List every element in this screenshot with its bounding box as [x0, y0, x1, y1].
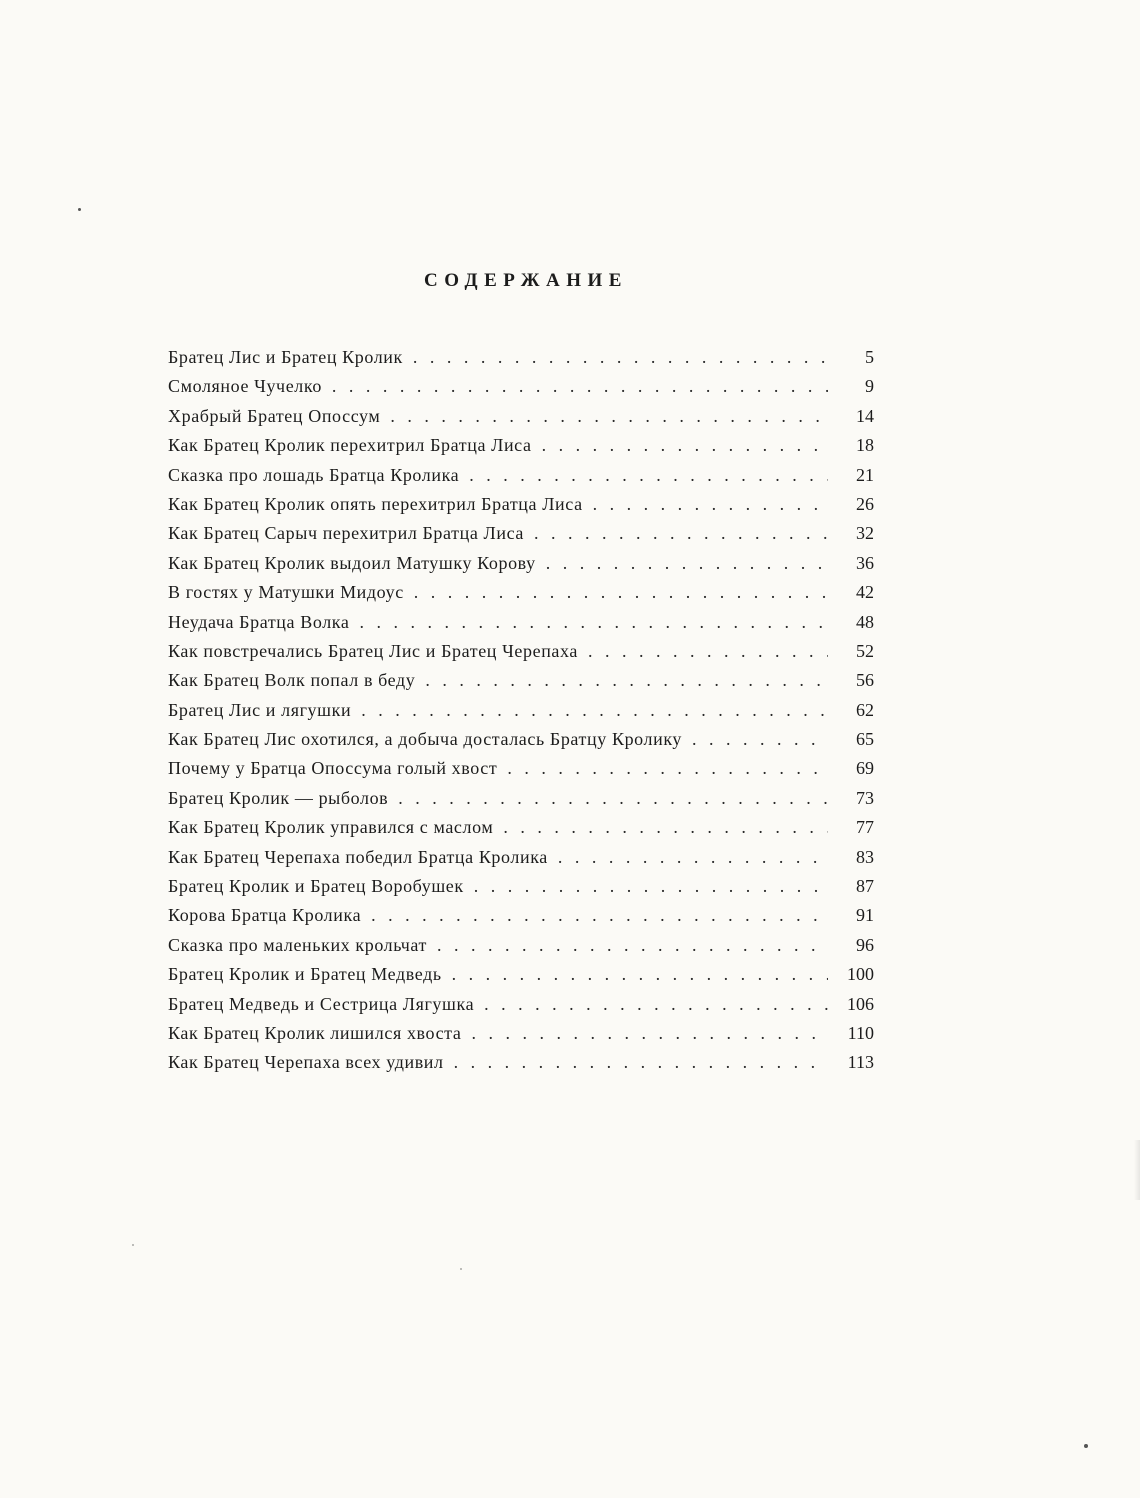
entry-page-number: 87 [856, 876, 874, 897]
entry-page-number: 73 [856, 787, 874, 808]
entry-title: Братец Лис и лягушки [168, 699, 352, 720]
toc-entry [168, 406, 874, 435]
dot-leader [398, 788, 828, 809]
toc-entry [168, 1023, 874, 1052]
toc-entry [168, 523, 874, 552]
entry-page-number: 106 [847, 993, 874, 1014]
dot-leader [546, 553, 828, 574]
toc-entry [168, 876, 874, 905]
entry-title: Братец Кролик и Братец Воробушек [168, 876, 464, 897]
entry-title: Как Братец Кролик перехитрил Братца Лиса [168, 435, 532, 456]
entry-page-number: 18 [856, 435, 874, 456]
entry-page-number: 42 [856, 582, 874, 603]
toc-entry [168, 905, 874, 934]
toc-entry [168, 376, 874, 405]
toc-entry [168, 700, 874, 729]
entry-title: Братец Лис и Братец Кролик [168, 347, 403, 367]
entry-page-number: 100 [847, 964, 874, 985]
toc-entry [168, 435, 874, 464]
dot-leader [542, 435, 828, 456]
dot-leader [558, 847, 828, 868]
toc-entry [168, 1052, 874, 1081]
entry-title: Сказка про лошадь Братца Кролика [168, 464, 460, 485]
entry-page-number: 77 [856, 817, 874, 838]
entry-page-number: 36 [856, 552, 874, 573]
dot-leader [692, 729, 828, 750]
entry-title: Смоляное Чучелко [168, 376, 322, 397]
entry-title: Как Братец Лис охотился, а добыча досталась Братцу Кролику [168, 729, 683, 750]
entry-title: Братец Кролик — рыболов [168, 787, 389, 808]
entry-page-number: 56 [856, 670, 874, 691]
entry-page-number: 14 [856, 405, 874, 426]
entry-title: Корова Братца Кролика [168, 905, 362, 926]
dot-leader [390, 406, 828, 427]
table-of-contents [168, 347, 874, 1082]
toc-entry [168, 788, 874, 817]
entry-page-number: 62 [856, 699, 874, 720]
entry-title: Как Братец Кролик лишился хвоста [168, 1022, 462, 1043]
dot-leader [414, 582, 828, 603]
entry-page-number: 113 [847, 1052, 874, 1073]
entry-title: Как Братец Кролик опять перехитрил Братца Лиса [168, 493, 583, 514]
dot-leader [471, 1023, 828, 1044]
entry-page-number: 5 [865, 347, 874, 367]
entry-title: Почему у Братца Опоссума голый хвост [168, 758, 498, 779]
entry-title: Как Братец Кролик управился с маслом [168, 817, 494, 838]
toc-entry [168, 553, 874, 582]
entry-title: Братец Медведь и Сестрица Лягушка [168, 993, 475, 1014]
dot-leader [593, 494, 828, 515]
toc-entry [168, 994, 874, 1023]
toc-entry [168, 729, 874, 758]
dot-leader [359, 612, 828, 633]
entry-page-number: 48 [856, 611, 874, 632]
dot-leader [437, 935, 828, 956]
toc-entry [168, 347, 874, 376]
toc-entry [168, 641, 874, 670]
dot-leader [474, 876, 828, 897]
toc-entry [168, 935, 874, 964]
dot-leader [484, 994, 828, 1015]
paper-speck [132, 1244, 134, 1246]
toc-entry [168, 758, 874, 787]
entry-page-number: 65 [856, 729, 874, 750]
page-edge-shadow [1134, 1140, 1140, 1200]
paper-speck [460, 1268, 462, 1270]
toc-entry [168, 817, 874, 846]
dot-leader [361, 700, 828, 721]
entry-page-number: 110 [847, 1022, 874, 1043]
entry-title: Как Братец Волк попал в беду [168, 670, 416, 691]
paper-speck [1084, 1444, 1088, 1448]
toc-entry [168, 964, 874, 993]
toc-entry [168, 612, 874, 641]
dot-leader [469, 465, 828, 486]
page-title: СОДЕРЖАНИЕ [424, 270, 628, 291]
toc-entry [168, 465, 874, 494]
paper-speck [78, 208, 81, 211]
dot-leader [507, 758, 828, 779]
toc-entry [168, 582, 874, 611]
entry-page-number: 96 [856, 934, 874, 955]
dot-leader [371, 905, 828, 926]
dot-leader [425, 670, 828, 691]
entry-page-number: 26 [856, 493, 874, 514]
entry-title: В гостях у Матушки Мидоус [168, 582, 404, 603]
entry-page-number: 91 [856, 905, 874, 926]
entry-title: Сказка про маленьких крольчат [168, 934, 427, 955]
entry-page-number: 69 [856, 758, 874, 779]
dot-leader [503, 817, 828, 838]
entry-title: Братец Кролик и Братец Медведь [168, 964, 442, 985]
dot-leader [332, 376, 828, 397]
entry-title: Неудача Братца Волка [168, 611, 350, 632]
entry-title: Как Братец Черепаха победил Братца Кролика [168, 846, 548, 867]
entry-page-number: 32 [856, 523, 874, 544]
entry-page-number: 83 [856, 846, 874, 867]
entry-page-number: 9 [865, 376, 874, 397]
entry-page-number: 21 [856, 464, 874, 485]
entry-title: Как Братец Кролик выдоил Матушку Корову [168, 552, 536, 573]
dot-leader [588, 641, 828, 662]
toc-entry [168, 670, 874, 699]
dot-leader [413, 347, 828, 368]
toc-entry [168, 847, 874, 876]
entry-title: Храбрый Братец Опоссум [168, 405, 381, 426]
dot-leader [452, 964, 828, 985]
dot-leader [454, 1052, 828, 1073]
entry-page-number: 52 [856, 640, 874, 661]
entry-title: Как Братец Сарыч перехитрил Братца Лиса [168, 523, 524, 544]
dot-leader [534, 523, 828, 544]
entry-title: Как повстречались Братец Лис и Братец Черепаха [168, 640, 578, 661]
toc-entry [168, 494, 874, 523]
entry-title: Как Братец Черепаха всех удивил [168, 1052, 444, 1073]
